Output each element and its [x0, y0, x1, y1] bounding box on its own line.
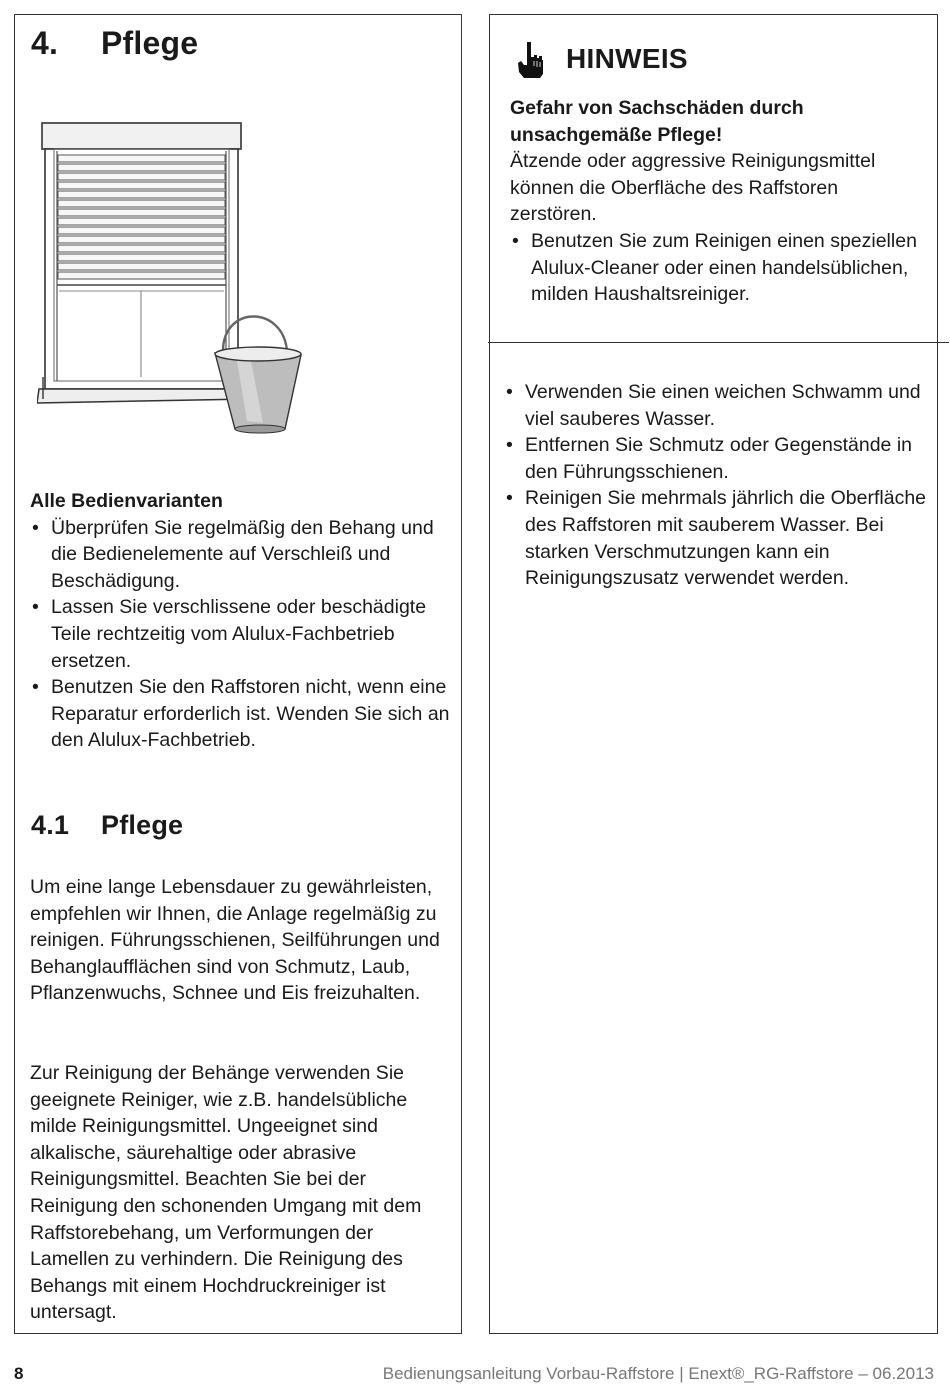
list-item: • Benutzen Sie den Raffstoren nicht, wenn eine Reparatur erforderlich ist. Wenden Sie sich an den Alulux-Fachbetrieb.: [30, 674, 455, 754]
subsection-number: 4.1: [31, 810, 70, 840]
list-item: • Entfernen Sie Schmutz oder Gegenstände in den Führungsschienen.: [504, 432, 934, 485]
blind-slat: [58, 227, 225, 234]
notice-divider: [488, 342, 949, 343]
list-item: • Reinigen Sie mehrmals jährlich die Oberfläche des Raffstoren mit sauberem Wasser. Bei starken Verschmutzungen kann ein Reinigungszusatz verwendet werden.: [504, 485, 934, 591]
paragraph: Zur Reinigung der Behänge verwenden Sie geeignete Reiniger, wie z.B. handelsübliche milde Reinigungsmittel. Ungeeignet sind alkalische, säurehaltige oder abrasive Reinigungsmittel. Beachten Sie bei der Reinigung den schonenden Umgang mit dem Raffstorebehang, um Verformungen der Lamellen zu verhindern. Die Reinigung des Behangs mit einem Hochdruckreiniger ist untersagt.: [30, 1062, 422, 1324]
blind-slat: [58, 254, 225, 261]
variants-heading: Alle Bedienvarianten: [30, 490, 223, 512]
care-paragraph-2: [30, 1060, 455, 1326]
subsection-title: [31, 810, 183, 841]
window-blind-bucket-illustration: [37, 115, 327, 445]
blind-slat: [58, 209, 225, 216]
blind-slat: [58, 182, 225, 189]
blind-slat: [58, 263, 225, 270]
blind-slat: [58, 173, 225, 180]
notice-body: [510, 95, 930, 308]
blind-slat: [58, 272, 225, 279]
blind-slat: [58, 191, 225, 198]
footer-text: Bedienungsanleitung Vorbau-Raffstore | Enext®_RG-Raffstore – 06.2013: [382, 1364, 934, 1383]
pointing-hand-icon: [516, 41, 544, 79]
notice-text: Ätzende oder aggressive Reinigungsmittel können die Oberfläche des Raffstoren zerstören.: [510, 150, 876, 226]
blind-slat: [58, 200, 225, 207]
list-item: • Benutzen Sie zum Reinigen einen speziellen Alulux-Cleaner oder einen handelsüblichen, milden Haushaltsreiniger.: [510, 228, 930, 308]
list-item: • Verwenden Sie einen weichen Schwamm und viel sauberes Wasser.: [504, 379, 934, 432]
blind-slat: [58, 164, 225, 171]
notice-warning: Gefahr von Sachschäden durch unsachgemäße Pflege!: [510, 97, 804, 146]
variants-section: [30, 488, 455, 754]
subsection-title-text: Pflege: [101, 810, 184, 840]
care-paragraph-1: [30, 874, 455, 1007]
section-title: [31, 25, 198, 62]
blind-slat: [58, 236, 225, 243]
cleaning-list: [504, 379, 934, 592]
variants-list: [30, 515, 455, 754]
list-item: • Lassen Sie verschlissene oder beschädigte Teile rechtzeitig vom Alulux-Fachbetrieb ersetzen.: [30, 594, 455, 674]
blind-slat: [58, 245, 225, 252]
notice-title: HINWEIS: [566, 43, 688, 74]
page-number: 8: [14, 1364, 24, 1383]
blind-slat: [58, 155, 225, 162]
blind-slat: [58, 218, 225, 225]
left-column: [14, 14, 462, 1334]
paragraph: Um eine lange Lebensdauer zu gewährleisten, empfehlen wir Ihnen, die Anlage regelmäßig zu reinigen. Führungsschienen, Seilführungen und Behanglaufflächen sind von Schmutz, Laub, Pflanzenwuchs, Schnee und Eis freizuhalten.: [30, 876, 440, 1005]
notice-list: [510, 228, 930, 308]
section-title-text: Pflege: [101, 25, 199, 61]
right-column: [489, 14, 938, 1334]
list-item: • Überprüfen Sie regelmäßig den Behang und die Bedienelemente auf Verschleiß und Beschädigung.: [30, 515, 455, 595]
section-number: 4.: [31, 25, 59, 61]
